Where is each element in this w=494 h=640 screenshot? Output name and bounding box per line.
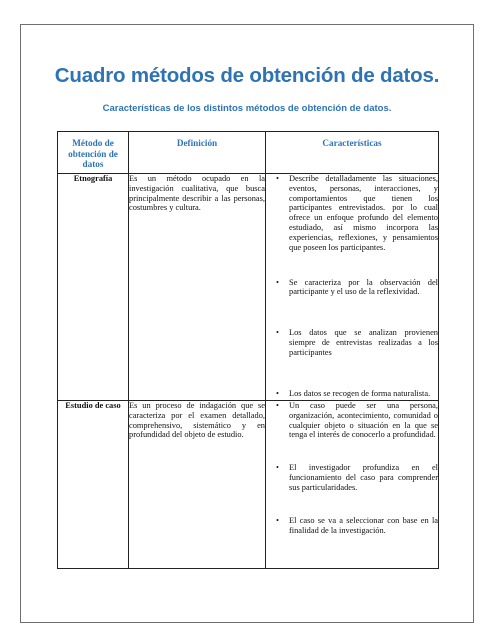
bullet-icon: • <box>276 328 279 338</box>
table-header-row <box>58 132 439 174</box>
list-item: • El caso se va a seleccionar con base en la finalidad de la investigación. <box>276 515 438 535</box>
bullet-icon: • <box>276 515 279 525</box>
table-row <box>58 174 439 401</box>
definition-cell: Es un proceso de indagación que se caracteriza por el examen detallado, comprehensivo, sistemático y en profundidad del objeto de estudio. <box>129 401 266 569</box>
characteristics-cell <box>266 401 439 569</box>
header-method: Método de obtención de datos <box>58 132 129 174</box>
list-item: • Los datos se recogen de forma naturalista. <box>276 388 431 398</box>
methods-table <box>57 131 439 569</box>
list-item: • Los datos que se analizan provienen siempre de entrevistas realizadas a los participantes <box>276 328 438 357</box>
header-characteristics: Características <box>266 132 439 174</box>
page-subtitle: Características de los distintos métodos de obtención de datos. <box>102 103 392 114</box>
table-row <box>58 401 439 569</box>
characteristics-list <box>266 174 438 399</box>
page-title: Cuadro métodos de obtención de datos. <box>54 64 440 87</box>
method-cell: Estudio de caso <box>58 401 129 569</box>
list-item: • Se caracteriza por la observación del participante y el uso de la reflexividad. <box>276 277 438 297</box>
bullet-icon: • <box>276 388 279 398</box>
method-cell: Etnografía <box>58 174 129 401</box>
header-definition: Definición <box>129 132 266 174</box>
list-item: • El investigador profundiza en el funcionamiento del caso para comprender sus particularidades. <box>276 463 438 492</box>
bullet-icon: • <box>276 277 279 287</box>
definition-cell: Es un método ocupado en la investigación cualitativa, que busca principalmente describir a las personas, costumbres y cultura. <box>129 174 266 401</box>
list-item: • Describe detalladamente las situaciones, eventos, personas, interacciones, y comportamientos que tienen los participantes entrevistados. por lo cual ofrece un enfoque profundo del elemento estudiado, así mismo incorpora las experiencias, reflexiones, y pensamientos que poseen los participantes. <box>276 174 438 252</box>
list-item: • Un caso puede ser una persona, organización, acontecimiento, comunidad o cualquier objeto o situación en la que se tenga el interés de conocerlo a profundidad. <box>276 401 438 440</box>
bullet-icon: • <box>276 174 279 183</box>
bullet-icon: • <box>276 401 279 410</box>
characteristics-cell <box>266 174 439 401</box>
characteristics-list <box>266 401 438 535</box>
bullet-icon: • <box>276 463 279 473</box>
